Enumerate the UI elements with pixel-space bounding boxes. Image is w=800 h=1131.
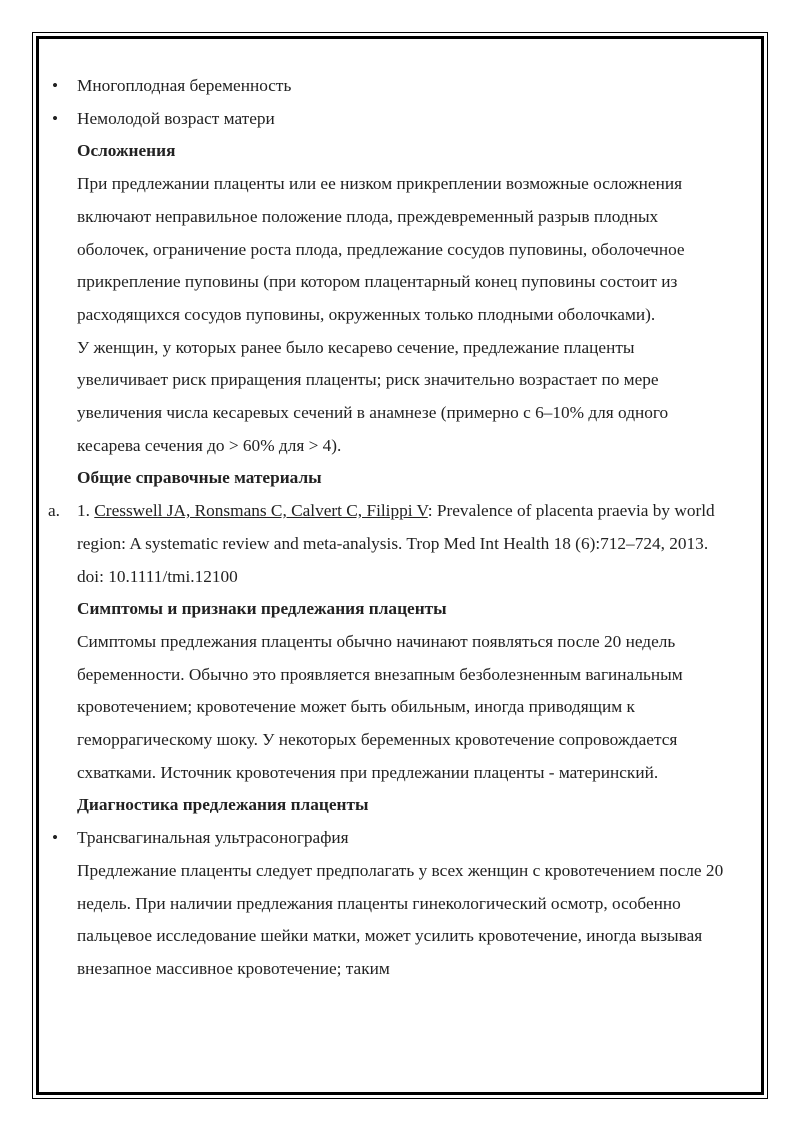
list-item-text: Многоплодная беременность — [77, 76, 292, 95]
reference-item — [48, 495, 728, 593]
complications-paragraph-1: При предлежании плаценты или ее низком прикреплении возможные осложнения включают неправильное положение плода, преждевременный разрыв плодных оболочек, ограничение роста плода, предлежание сосудов пуповины, оболочечное прикрепление пуповины (при котором плацентарный конец пуповины состоит из расходящихся сосудов пуповины, окруженных только плодными оболочками). — [77, 174, 685, 324]
symptoms-paragraph: Симптомы предлежания плаценты обычно начинают появляться после 20 недель беременности. Обычно это проявляется внезапным безболезненным вагинальным кровотечением; кровотечение может быть обильным, иногда приводящим к геморрагическому шоку. У некоторых беременных кровотечение сопровождается схватками. Источник кровотечения при предлежании плаценты - материнский. — [77, 631, 683, 782]
list-item-text: Немолодой возраст матери — [77, 108, 275, 128]
list-item-text: Трансвагинальная ультрасонография — [77, 828, 349, 848]
bullet-marker: • — [52, 828, 59, 848]
list-item — [48, 70, 728, 103]
reference-marker: a. — [48, 501, 60, 521]
list-item — [48, 822, 728, 855]
reference-authors-link[interactable]: Cresswell JA, Ronsmans C, Calvert C, Filippi V — [94, 501, 428, 521]
bullet-marker: • — [52, 76, 59, 95]
bullet-marker: • — [52, 108, 59, 128]
diagnosis-heading: Диагностика предлежания плаценты — [77, 795, 369, 815]
list-item — [48, 103, 728, 136]
complications-heading: Осложнения — [77, 141, 176, 161]
reference-citation: : Prevalence of placenta praevia by world region: A systematic review and meta-analysis. Trop Med Int Health 18 (6):712–724, 2013. doi: 10.1111/tmi.12100 — [77, 501, 715, 586]
document-body — [48, 70, 728, 986]
reference-number: 1. — [77, 501, 95, 521]
symptoms-heading: Симптомы и признаки предлежания плаценты — [77, 599, 447, 619]
diagnosis-paragraph: Предлежание плаценты следует предполагать у всех женщин с кровотечением после 20 недель. При наличии предлежания плаценты гинекологический осмотр, особенно пальцевое исследование шейки матки, может усилить кровотечение, иногда вызывая внезапное массивное кровотечение; таким — [77, 860, 724, 978]
complications-paragraph-2: У женщин, у которых ранее было кесарево сечение, предлежание плаценты увеличивает риск приращения плаценты; риск значительно возрастает по мере увеличения числа кесаревых сечений в анамнезе (примерно с 6–10% для одного кесарева сечения до > 60% для > 4). — [77, 337, 669, 455]
references-heading: Общие справочные материалы — [77, 468, 322, 488]
